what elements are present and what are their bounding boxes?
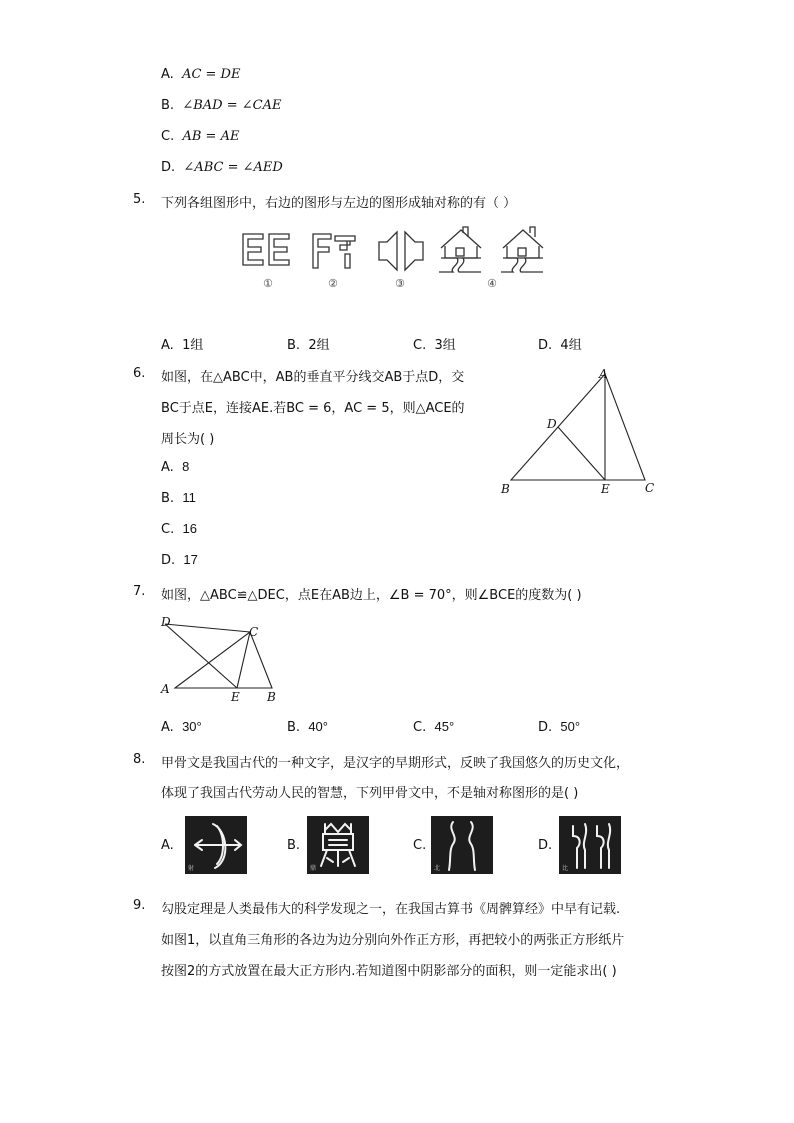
- q6-stem-line1: 如图，在△ABC中，AB的垂直平分线交AB于点D，交: [161, 370, 465, 385]
- q7-point-d: D: [161, 615, 171, 629]
- oracle-ding-icon: [307, 816, 369, 874]
- q7-option-c[interactable]: C. 45°: [413, 719, 455, 735]
- q8-option-c-letter[interactable]: C.: [413, 838, 427, 853]
- oracle-she-icon: [185, 816, 247, 874]
- q8-number: 8.: [133, 752, 146, 767]
- q9-number: 9.: [133, 898, 146, 913]
- q5-option-a[interactable]: A. 1组: [161, 338, 204, 353]
- oracle-bei-icon: [431, 816, 493, 874]
- fig3-left: [379, 232, 397, 270]
- q5-option-b[interactable]: B. 2组: [287, 338, 330, 353]
- q6-point-c: C: [645, 481, 655, 495]
- q5-figure: [235, 220, 565, 292]
- fig-label-1: ①: [263, 277, 273, 290]
- q6-option-b[interactable]: B. 11: [161, 490, 196, 506]
- q8-option-d-letter[interactable]: D.: [538, 838, 553, 853]
- fig2-right: [335, 236, 355, 268]
- q8-option-a-caption: 射: [188, 865, 195, 872]
- q9-stem-line3: 按图2的方式放置在最大正方形内.若知道图中阴影部分的面积，则一定能求出( ): [161, 964, 617, 979]
- q4-option-d[interactable]: D. ∠ABC = ∠AED: [161, 160, 283, 175]
- oracle-bi-icon: [559, 816, 621, 874]
- q6-option-d[interactable]: D. 17: [161, 552, 198, 568]
- q7-point-b: B: [267, 690, 276, 704]
- q8-option-d-image[interactable]: [559, 816, 621, 874]
- q4-option-c[interactable]: C. AB = AE: [161, 129, 240, 144]
- q8-option-b-letter[interactable]: B.: [287, 838, 301, 853]
- q6-point-b: B: [501, 482, 510, 496]
- q6-point-e: E: [601, 482, 610, 496]
- q7-point-c: C: [249, 625, 259, 639]
- q7-option-a[interactable]: A. 30°: [161, 719, 202, 735]
- q4-option-a[interactable]: A. AC = DE: [161, 67, 241, 82]
- fig-label-2: ②: [328, 277, 338, 290]
- fig2-left: [313, 234, 331, 268]
- q6-triangle-figure: [495, 362, 670, 502]
- q5-number: 5.: [133, 192, 146, 207]
- q9-stem-line2: 如图1，以直角三角形的各边为边分别向外作正方形，再把较小的两张正方形纸片: [161, 933, 625, 948]
- q8-option-b-image[interactable]: [307, 816, 369, 874]
- q7-point-e: E: [231, 690, 240, 704]
- fig-label-4: ④: [487, 277, 497, 290]
- q8-option-a-image[interactable]: [185, 816, 247, 874]
- q6-point-a: A: [599, 367, 608, 381]
- q5-option-d[interactable]: D. 4组: [538, 338, 582, 353]
- q7-option-d[interactable]: D. 50°: [538, 719, 581, 735]
- fig-label-3: ③: [395, 277, 405, 290]
- q6-stem-line2: BC于点E，连接AE.若BC = 6，AC = 5，则△ACE的: [161, 401, 465, 416]
- q5-option-c[interactable]: C. 3组: [413, 338, 456, 353]
- fig1-left-e: [243, 234, 263, 265]
- fig1-right-e: [269, 234, 289, 265]
- q8-stem-line1: 甲骨文是我国古代的一种文字，是汉字的早期形式，反映了我国悠久的历史文化，: [161, 756, 630, 771]
- q6-option-a[interactable]: A. 8: [161, 459, 190, 475]
- q7-triangle-figure: [155, 612, 295, 706]
- q8-option-a-letter[interactable]: A.: [161, 838, 174, 853]
- q8-option-b-caption: 鼎: [310, 865, 317, 872]
- q5-stem: 下列各组图形中，右边的图形与左边的图形成轴对称的有（ ）: [161, 196, 517, 211]
- q7-number: 7.: [133, 584, 146, 599]
- q9-stem-line1: 勾股定理是人类最伟大的科学发现之一，在我国古算书《周髀算经》中早有记载.: [161, 902, 621, 917]
- q6-option-c[interactable]: C. 16: [161, 521, 197, 537]
- q4-option-b[interactable]: B. ∠BAD = ∠CAE: [161, 98, 282, 113]
- fig3-right: [405, 232, 423, 270]
- q8-option-d-caption: 比: [562, 865, 569, 872]
- q8-option-c-caption: 北: [434, 865, 441, 872]
- q6-number: 6.: [133, 366, 146, 381]
- q8-stem-line2: 体现了我国古代劳动人民的智慧，下列甲骨文中，不是轴对称图形的是( ): [161, 786, 579, 801]
- q6-stem-line3: 周长为( ): [161, 432, 215, 447]
- q7-point-a: A: [161, 682, 170, 696]
- fig4-right: [501, 227, 543, 272]
- q7-option-b[interactable]: B. 40°: [287, 719, 328, 735]
- q6-point-d: D: [547, 417, 557, 431]
- q7-stem: 如图，△ABC≌△DEC，点E在AB边上，∠B = 70°，则∠BCE的度数为( ): [161, 588, 582, 603]
- fig4-left: [439, 227, 481, 272]
- q8-option-c-image[interactable]: [431, 816, 493, 874]
